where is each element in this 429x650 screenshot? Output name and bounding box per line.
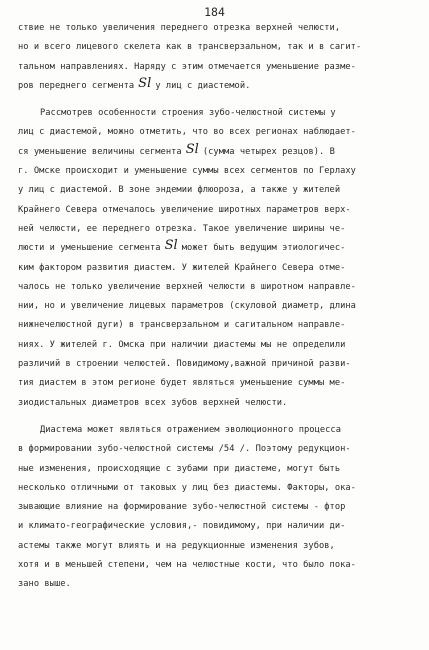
line-text: зывающие влияние на формирование зубо-челюстной системы - фтор — [18, 502, 346, 513]
line-text: астемы также могут влиять и на редукционные изменения зубов, — [18, 540, 335, 551]
text-line — [18, 181, 420, 200]
segment-symbol: Sl — [138, 75, 152, 91]
line-text: Рассмотрев особенности строения зубо-челюстной системы у — [40, 108, 336, 119]
text-line — [18, 162, 420, 181]
paragraph — [18, 19, 420, 96]
text-line — [18, 58, 420, 77]
line-text: тальном направлениях. Наряду с этим отмечается уменьшение разме- — [18, 61, 356, 72]
line-text: ные изменения, происходящие с зубами при диастеме, могут быть — [18, 463, 341, 474]
line-text: ров переднего сегмента — [18, 80, 135, 91]
line-text: хотя и в меньшей степени, чем на челюстные кости, что было пока- — [18, 560, 356, 571]
segment-symbol: Sl — [185, 141, 199, 157]
text-line — [18, 123, 420, 142]
text-line — [18, 374, 420, 393]
line-text-continued: (сумма четырех резцов). В — [202, 146, 335, 157]
line-text: Крайнего Севера отмечалось увеличение широтных параметров верх- — [18, 204, 351, 215]
text-line — [18, 575, 420, 594]
line-text: люсти и уменьшение сегмента — [18, 243, 161, 254]
text-line — [18, 537, 420, 556]
text-line — [18, 239, 420, 258]
paragraph — [18, 421, 420, 595]
text-line — [18, 259, 420, 278]
text-line — [18, 297, 420, 316]
text-line — [18, 143, 420, 162]
line-text: но и всего лицевого скелета как в трансверзальном, так и в сагит- — [18, 42, 362, 53]
page-number: 184 — [204, 5, 225, 19]
document-body — [18, 19, 420, 595]
line-text: ниях. У жителей г. Омска при наличии диастемы мы не определили — [18, 339, 346, 350]
line-text: тия диастем в этом регионе будет являться уменьшение суммы ме- — [18, 378, 346, 389]
text-line — [18, 421, 420, 440]
line-text: в формировании зубо-челюстной системы /54 /. Поэтому редукцион- — [18, 444, 351, 455]
text-line — [18, 355, 420, 374]
line-text: несколько отличными от таковых у лиц без диастемы. Факторы, ока- — [18, 482, 356, 493]
text-line — [18, 479, 420, 498]
text-line — [18, 394, 420, 413]
line-text: у лиц с диастемой. В зоне эндемии флюороза, а также у жителей — [18, 185, 341, 196]
paragraph-gap — [18, 96, 420, 104]
line-text: нии, но и увеличение лицевых параметров (скуловой диаметр, длина — [18, 301, 356, 312]
line-text: различий в строении челюстей. Повидимому,важной причиной разви- — [18, 359, 351, 370]
text-line — [18, 19, 420, 38]
line-text: ней челюсти, ее переднего отрезка. Такое увеличение ширины че- — [18, 223, 346, 234]
text-line — [18, 336, 420, 355]
line-text-continued: может быть ведущим этиологичес- — [181, 243, 346, 254]
text-line — [18, 440, 420, 459]
text-line — [18, 460, 420, 479]
paragraph — [18, 104, 420, 413]
text-line — [18, 278, 420, 297]
line-text: лиц с диастемой, можно отметить, что во всех регионах наблюдает- — [18, 127, 356, 138]
text-line — [18, 104, 420, 123]
line-text: г. Омске происходит и уменьшение суммы всех сегментов по Герлаху — [18, 166, 356, 177]
text-line — [18, 316, 420, 335]
line-text: и климато-географические условия,- повидимому, при наличии ди- — [18, 521, 346, 532]
line-text: нижнечелюстной дуги) в трансверзальном и сагитальном направле- — [18, 320, 346, 331]
line-text: чалось не только увеличение верхней челюсти в широтном направле- — [18, 281, 356, 292]
line-text: Диастема может являться отражением эволюционного процесса — [40, 424, 341, 435]
text-line — [18, 517, 420, 536]
text-line — [18, 498, 420, 517]
line-text: ким фактором развития диастем. У жителей Крайнего Севера отме- — [18, 262, 346, 273]
line-text-continued: у лиц с диастемой. — [155, 80, 251, 91]
text-line — [18, 220, 420, 239]
segment-symbol: Sl — [164, 238, 178, 254]
text-line — [18, 77, 420, 96]
line-text: зиодистальных диаметров всех зубов верхней челюсти. — [18, 397, 288, 408]
text-line — [18, 201, 420, 220]
text-line — [18, 556, 420, 575]
paragraph-gap — [18, 413, 420, 421]
text-line — [18, 38, 420, 57]
line-text: зано выше. — [18, 579, 71, 590]
line-text: ствие не только увеличения переднего отрезка верхней челюсти, — [18, 23, 341, 33]
line-text: ся уменьшение величины сегмента — [18, 146, 182, 157]
